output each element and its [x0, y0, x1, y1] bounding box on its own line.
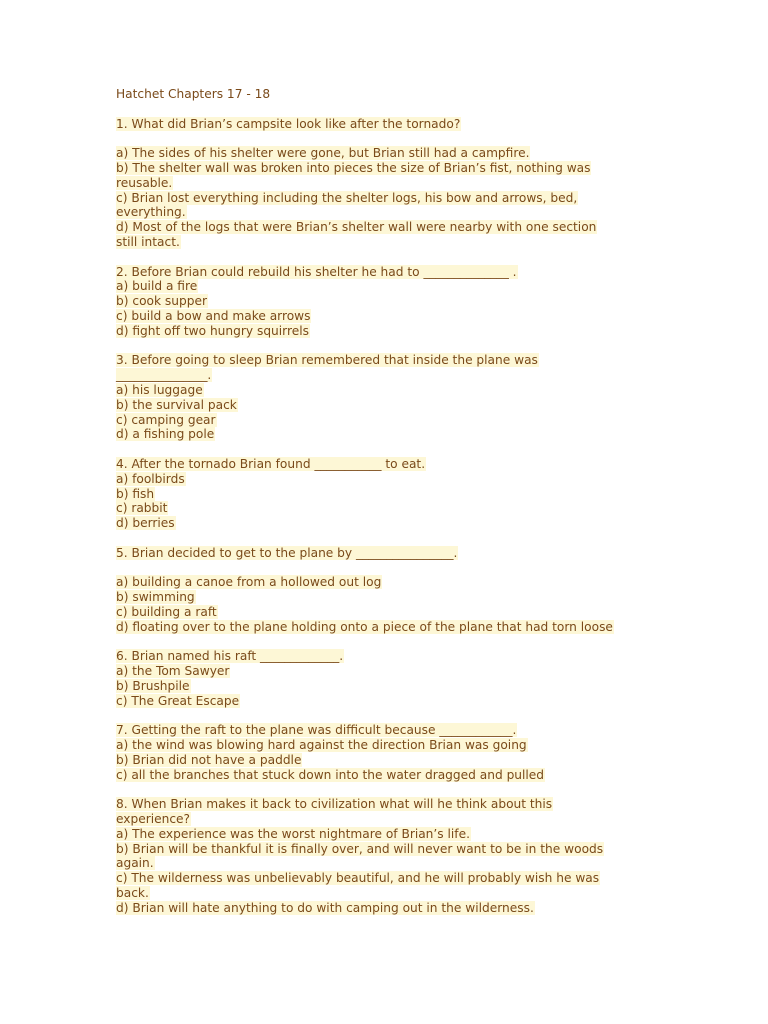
worksheet-title	[116, 87, 756, 102]
question-3-option-d: d) a fishing pole	[116, 427, 215, 442]
question-7-text: 7. Getting the raft to the plane was difficult because ____________.	[116, 723, 517, 738]
question-2-option-c: c) build a bow and make arrows	[116, 308, 311, 323]
question-6-option-b: b) Brushpile	[116, 678, 190, 693]
question-7-option-c: c) all the branches that stuck down into the water dragged and pulled	[116, 767, 545, 782]
question-3-text-cont: _______________.	[116, 368, 212, 383]
question-6-option-c: c) The Great Escape	[116, 693, 240, 708]
question-5	[116, 546, 756, 635]
question-8-text-cont: experience?	[116, 812, 191, 827]
question-2-text: 2. Before Brian could rebuild his shelter he had to ______________ .	[116, 264, 517, 279]
question-5-option-c: c) building a raft	[116, 604, 217, 619]
question-6-option-a: a) the Tom Sawyer	[116, 664, 230, 679]
question-1-option-b-cont: reusable.	[116, 175, 173, 190]
question-1-text: 1. What did Brian’s campsite look like after the tornado?	[116, 116, 461, 131]
question-8-option-b-cont: again.	[116, 856, 154, 871]
question-7-option-a: a) the wind was blowing hard against the direction Brian was going	[116, 738, 527, 753]
question-3	[116, 353, 756, 442]
question-3-option-a: a) his luggage	[116, 382, 203, 397]
question-4-option-a: a) foolbirds	[116, 471, 185, 486]
question-8-option-d: d) Brian will hate anything to do with camping out in the wilderness.	[116, 900, 534, 915]
question-8-text: 8. When Brian makes it back to civilization what will he think about this	[116, 797, 553, 812]
question-3-option-c: c) camping gear	[116, 412, 216, 427]
question-8	[116, 797, 756, 915]
question-8-option-c: c) The wilderness was unbelievably beautiful, and he will probably wish he was	[116, 871, 600, 886]
question-7	[116, 723, 756, 782]
title-text: Hatchet Chapters 17 - 18	[116, 87, 271, 101]
question-5-option-b: b) swimming	[116, 590, 195, 605]
question-1-option-d-cont: still intact.	[116, 234, 180, 249]
question-2-option-a: a) build a fire	[116, 279, 198, 294]
question-4-option-b: b) fish	[116, 486, 155, 501]
question-5-text: 5. Brian decided to get to the plane by ________________.	[116, 545, 458, 560]
question-1-option-a: a) The sides of his shelter were gone, but Brian still had a campfire.	[116, 146, 530, 161]
worksheet-document	[116, 87, 756, 916]
question-1	[116, 117, 756, 250]
question-4-option-d: d) berries	[116, 516, 175, 531]
question-8-option-a: a) The experience was the worst nightmare of Brian’s life.	[116, 826, 470, 841]
question-2-option-b: b) cook supper	[116, 294, 207, 309]
question-3-text: 3. Before going to sleep Brian remembered that inside the plane was	[116, 353, 538, 368]
question-6-text: 6. Brian named his raft _____________.	[116, 649, 344, 664]
question-1-option-b: b) The shelter wall was broken into pieces the size of Brian’s fist, nothing was	[116, 160, 591, 175]
question-8-option-c-cont: back.	[116, 886, 149, 901]
question-4	[116, 457, 756, 531]
question-2-option-d: d) fight off two hungry squirrels	[116, 323, 309, 338]
question-1-option-c-cont: everything.	[116, 205, 186, 220]
question-5-option-a: a) building a canoe from a hollowed out log	[116, 575, 382, 590]
question-6	[116, 649, 756, 708]
question-4-option-c: c) rabbit	[116, 501, 168, 516]
question-3-option-b: b) the survival pack	[116, 397, 237, 412]
question-4-text: 4. After the tornado Brian found ___________ to eat.	[116, 456, 426, 471]
question-8-option-b: b) Brian will be thankful it is finally over, and will never want to be in the woods	[116, 841, 604, 856]
question-5-option-d: d) floating over to the plane holding onto a piece of the plane that had torn loose	[116, 619, 613, 634]
question-7-option-b: b) Brian did not have a paddle	[116, 752, 302, 767]
question-2	[116, 265, 756, 339]
question-1-option-d: d) Most of the logs that were Brian’s shelter wall were nearby with one section	[116, 220, 597, 235]
question-1-option-c: c) Brian lost everything including the shelter logs, his bow and arrows, bed,	[116, 190, 578, 205]
